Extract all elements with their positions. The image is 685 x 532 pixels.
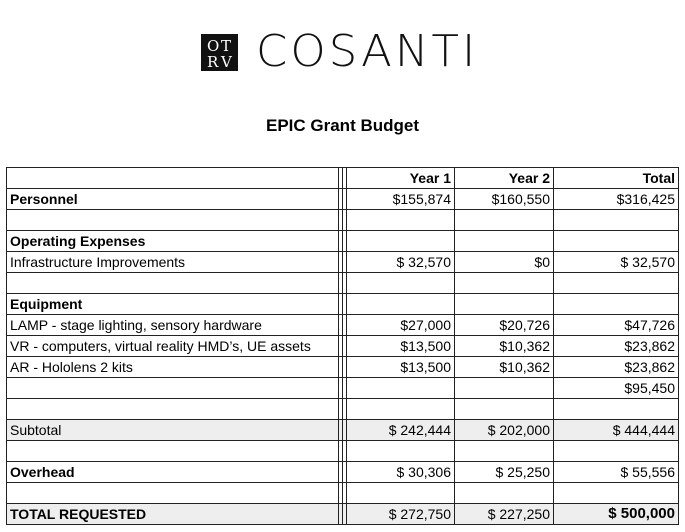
year2-cell (455, 231, 554, 252)
row-label-cell: Personnel (7, 189, 339, 210)
year1-cell (347, 378, 455, 399)
total-cell (554, 231, 679, 252)
year1-cell (347, 273, 455, 294)
year2-cell: $ 202,000 (455, 420, 554, 441)
total-cell: $ 444,444 (554, 420, 679, 441)
year2-cell: $10,362 (455, 336, 554, 357)
table-row (7, 252, 679, 273)
table-row (7, 231, 679, 252)
total-cell: $ 32,570 (554, 252, 679, 273)
row-label-cell: Overhead (7, 462, 339, 483)
header-cell-year2: Year 2 (455, 168, 554, 189)
svg-text:T: T (221, 36, 232, 55)
cosanti-logo (201, 26, 479, 77)
row-label-cell: VR - computers, virtual reality HMD’s, UE assets (7, 336, 339, 357)
row-label-cell (7, 210, 339, 231)
row-label-cell: Infrastructure Improvements (7, 252, 339, 273)
row-label-cell: Operating Expenses (7, 231, 339, 252)
table-row (7, 210, 679, 231)
year1-cell (347, 399, 455, 420)
year1-cell (347, 294, 455, 315)
total-cell (554, 273, 679, 294)
year2-cell (455, 210, 554, 231)
row-label-cell (7, 441, 339, 462)
row-label-cell: Subtotal (7, 420, 339, 441)
total-cell (554, 441, 679, 462)
table-row (7, 441, 679, 462)
table-row (7, 399, 679, 420)
row-label-cell: Equipment (7, 294, 339, 315)
year1-cell: $ 30,306 (347, 462, 455, 483)
year1-cell (347, 441, 455, 462)
year2-cell (455, 483, 554, 504)
year2-cell: $0 (455, 252, 554, 273)
header-cell-total: Total (554, 168, 679, 189)
table-row (7, 462, 679, 483)
logo-wordmark: COSANTI (256, 26, 479, 77)
table-row (7, 189, 679, 210)
year2-cell (455, 441, 554, 462)
total-cell: $47,726 (554, 315, 679, 336)
year1-cell: $ 32,570 (347, 252, 455, 273)
year1-cell: $ 242,444 (347, 420, 455, 441)
header-cell-year1: Year 1 (347, 168, 455, 189)
year2-cell: $ 227,250 (455, 504, 554, 525)
row-label-cell: TOTAL REQUESTED (7, 504, 339, 525)
header-cell-label (7, 168, 339, 189)
logo-mark-icon (201, 34, 238, 71)
year2-cell (455, 399, 554, 420)
year1-cell: $155,874 (347, 189, 455, 210)
row-label-cell (7, 483, 339, 504)
total-cell (554, 483, 679, 504)
page-title: EPIC Grant Budget (265, 116, 419, 135)
row-label-cell (7, 399, 339, 420)
budget-table-body (7, 168, 679, 525)
year1-cell: $27,000 (347, 315, 455, 336)
table-row (7, 357, 679, 378)
table-row (7, 294, 679, 315)
table-row (7, 336, 679, 357)
total-cell: $ 55,556 (554, 462, 679, 483)
row-label-cell (7, 273, 339, 294)
table-row (7, 420, 679, 441)
total-cell: $316,425 (554, 189, 679, 210)
table-header-row (7, 168, 679, 189)
year1-cell (347, 483, 455, 504)
year1-cell: $13,500 (347, 336, 455, 357)
year1-cell: $ 272,750 (347, 504, 455, 525)
budget-table (6, 167, 679, 525)
table-row (7, 273, 679, 294)
total-cell: $23,862 (554, 357, 679, 378)
year1-cell (347, 210, 455, 231)
year1-cell: $13,500 (347, 357, 455, 378)
table-row (7, 504, 679, 525)
table-row (7, 483, 679, 504)
total-cell: $23,862 (554, 336, 679, 357)
year2-cell (455, 273, 554, 294)
svg-text:O: O (207, 36, 220, 55)
year2-cell: $ 25,250 (455, 462, 554, 483)
year2-cell (455, 294, 554, 315)
row-label-cell: LAMP - stage lighting, sensory hardware (7, 315, 339, 336)
total-cell: $ 500,000 (554, 504, 679, 525)
total-cell (554, 294, 679, 315)
row-label-cell (7, 378, 339, 399)
year2-cell: $160,550 (455, 189, 554, 210)
svg-text:V: V (221, 52, 232, 71)
row-label-cell: AR - Hololens 2 kits (7, 357, 339, 378)
total-cell (554, 210, 679, 231)
year1-cell (347, 231, 455, 252)
year2-cell: $10,362 (455, 357, 554, 378)
year2-cell (455, 378, 554, 399)
table-row (7, 378, 679, 399)
svg-text:R: R (207, 52, 219, 71)
table-row (7, 315, 679, 336)
total-cell (554, 399, 679, 420)
year2-cell: $20,726 (455, 315, 554, 336)
total-cell: $95,450 (554, 378, 679, 399)
